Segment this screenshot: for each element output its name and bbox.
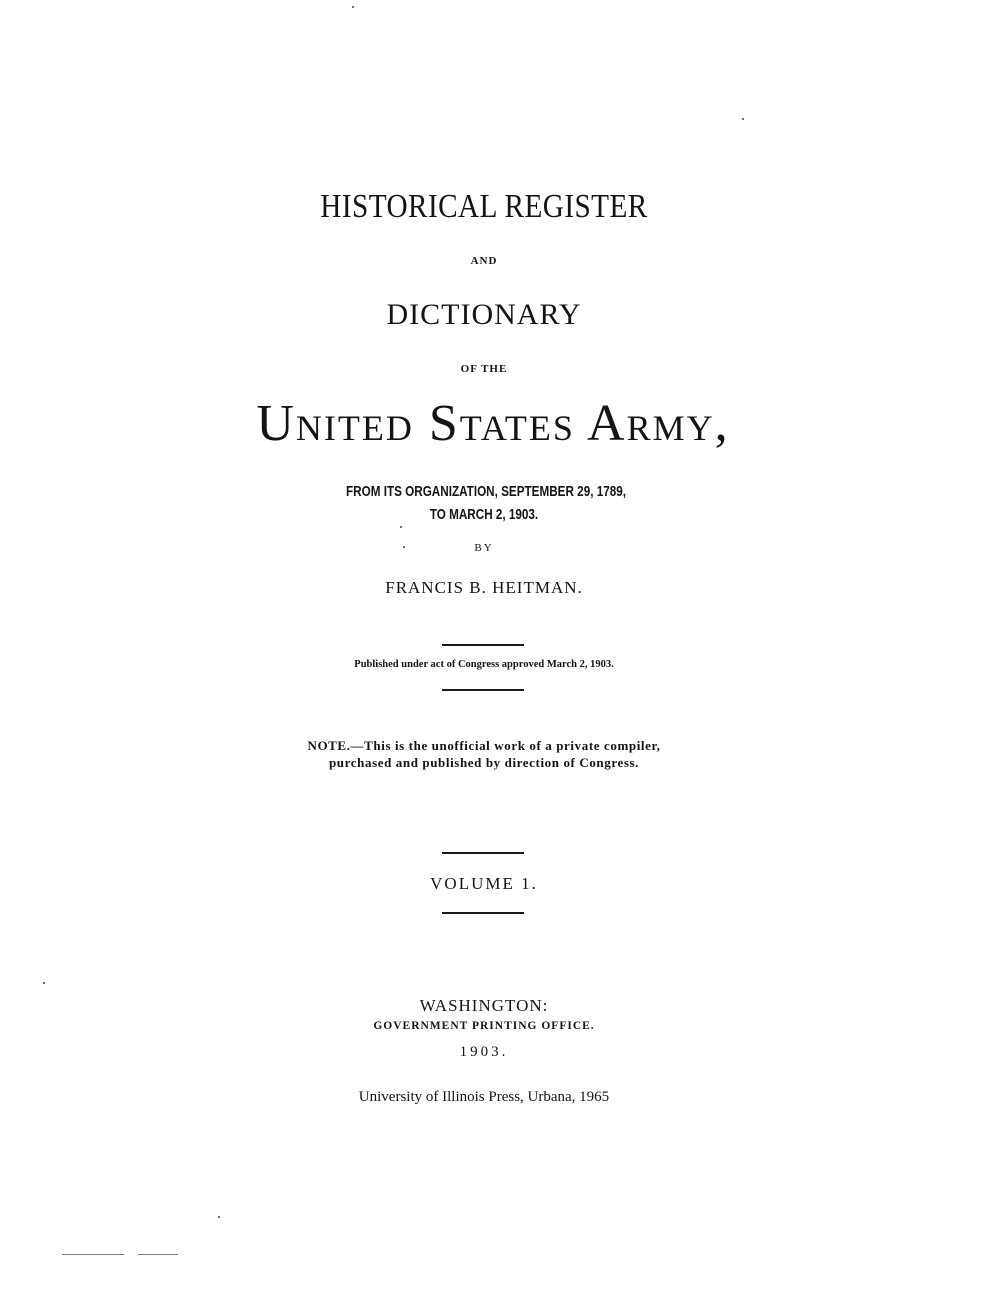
scan-speck (43, 982, 45, 984)
compiler-note-line-1: NOTE.—This is the unofficial work of a private compiler, (307, 738, 661, 753)
scan-speck (742, 118, 744, 120)
scan-speck (400, 526, 402, 528)
scan-mark (62, 1254, 124, 1255)
title-line-historical-register: HISTORICAL REGISTER (320, 188, 648, 225)
scan-speck (403, 546, 405, 548)
imprint-city: WASHINGTON: (419, 996, 549, 1015)
connector-and: AND (470, 255, 498, 267)
connector-of-the: OF THE (460, 363, 508, 375)
volume-label: VOLUME 1. (430, 874, 538, 893)
scan-mark (138, 1254, 178, 1255)
divider-rule (442, 689, 524, 691)
imprint-printer: GOVERNMENT PRINTING OFFICE. (373, 1020, 595, 1032)
author-name: FRANCIS B. HEITMAN. (385, 578, 583, 597)
scan-speck (352, 6, 354, 8)
publication-note: Published under act of Congress approved March 2, 1903. (354, 659, 614, 670)
divider-rule (442, 852, 524, 854)
reprint-note: University of Illinois Press, Urbana, 1965 (358, 1089, 610, 1105)
title-line-dictionary: DICTIONARY (386, 298, 582, 331)
compiler-note-line-2: purchased and published by direction of Congress. (328, 755, 640, 770)
period-line-1: FROM ITS ORGANIZATION, SEPTEMBER 29, 1789, (346, 483, 626, 500)
title-line-united-states-army: United States Army, (256, 395, 730, 452)
by-word: BY (474, 542, 494, 554)
divider-rule (442, 912, 524, 914)
period-line-2: TO MARCH 2, 1903. (429, 506, 539, 523)
scan-speck (218, 1216, 220, 1218)
imprint-year: 1903. (459, 1044, 509, 1060)
divider-rule (442, 644, 524, 646)
